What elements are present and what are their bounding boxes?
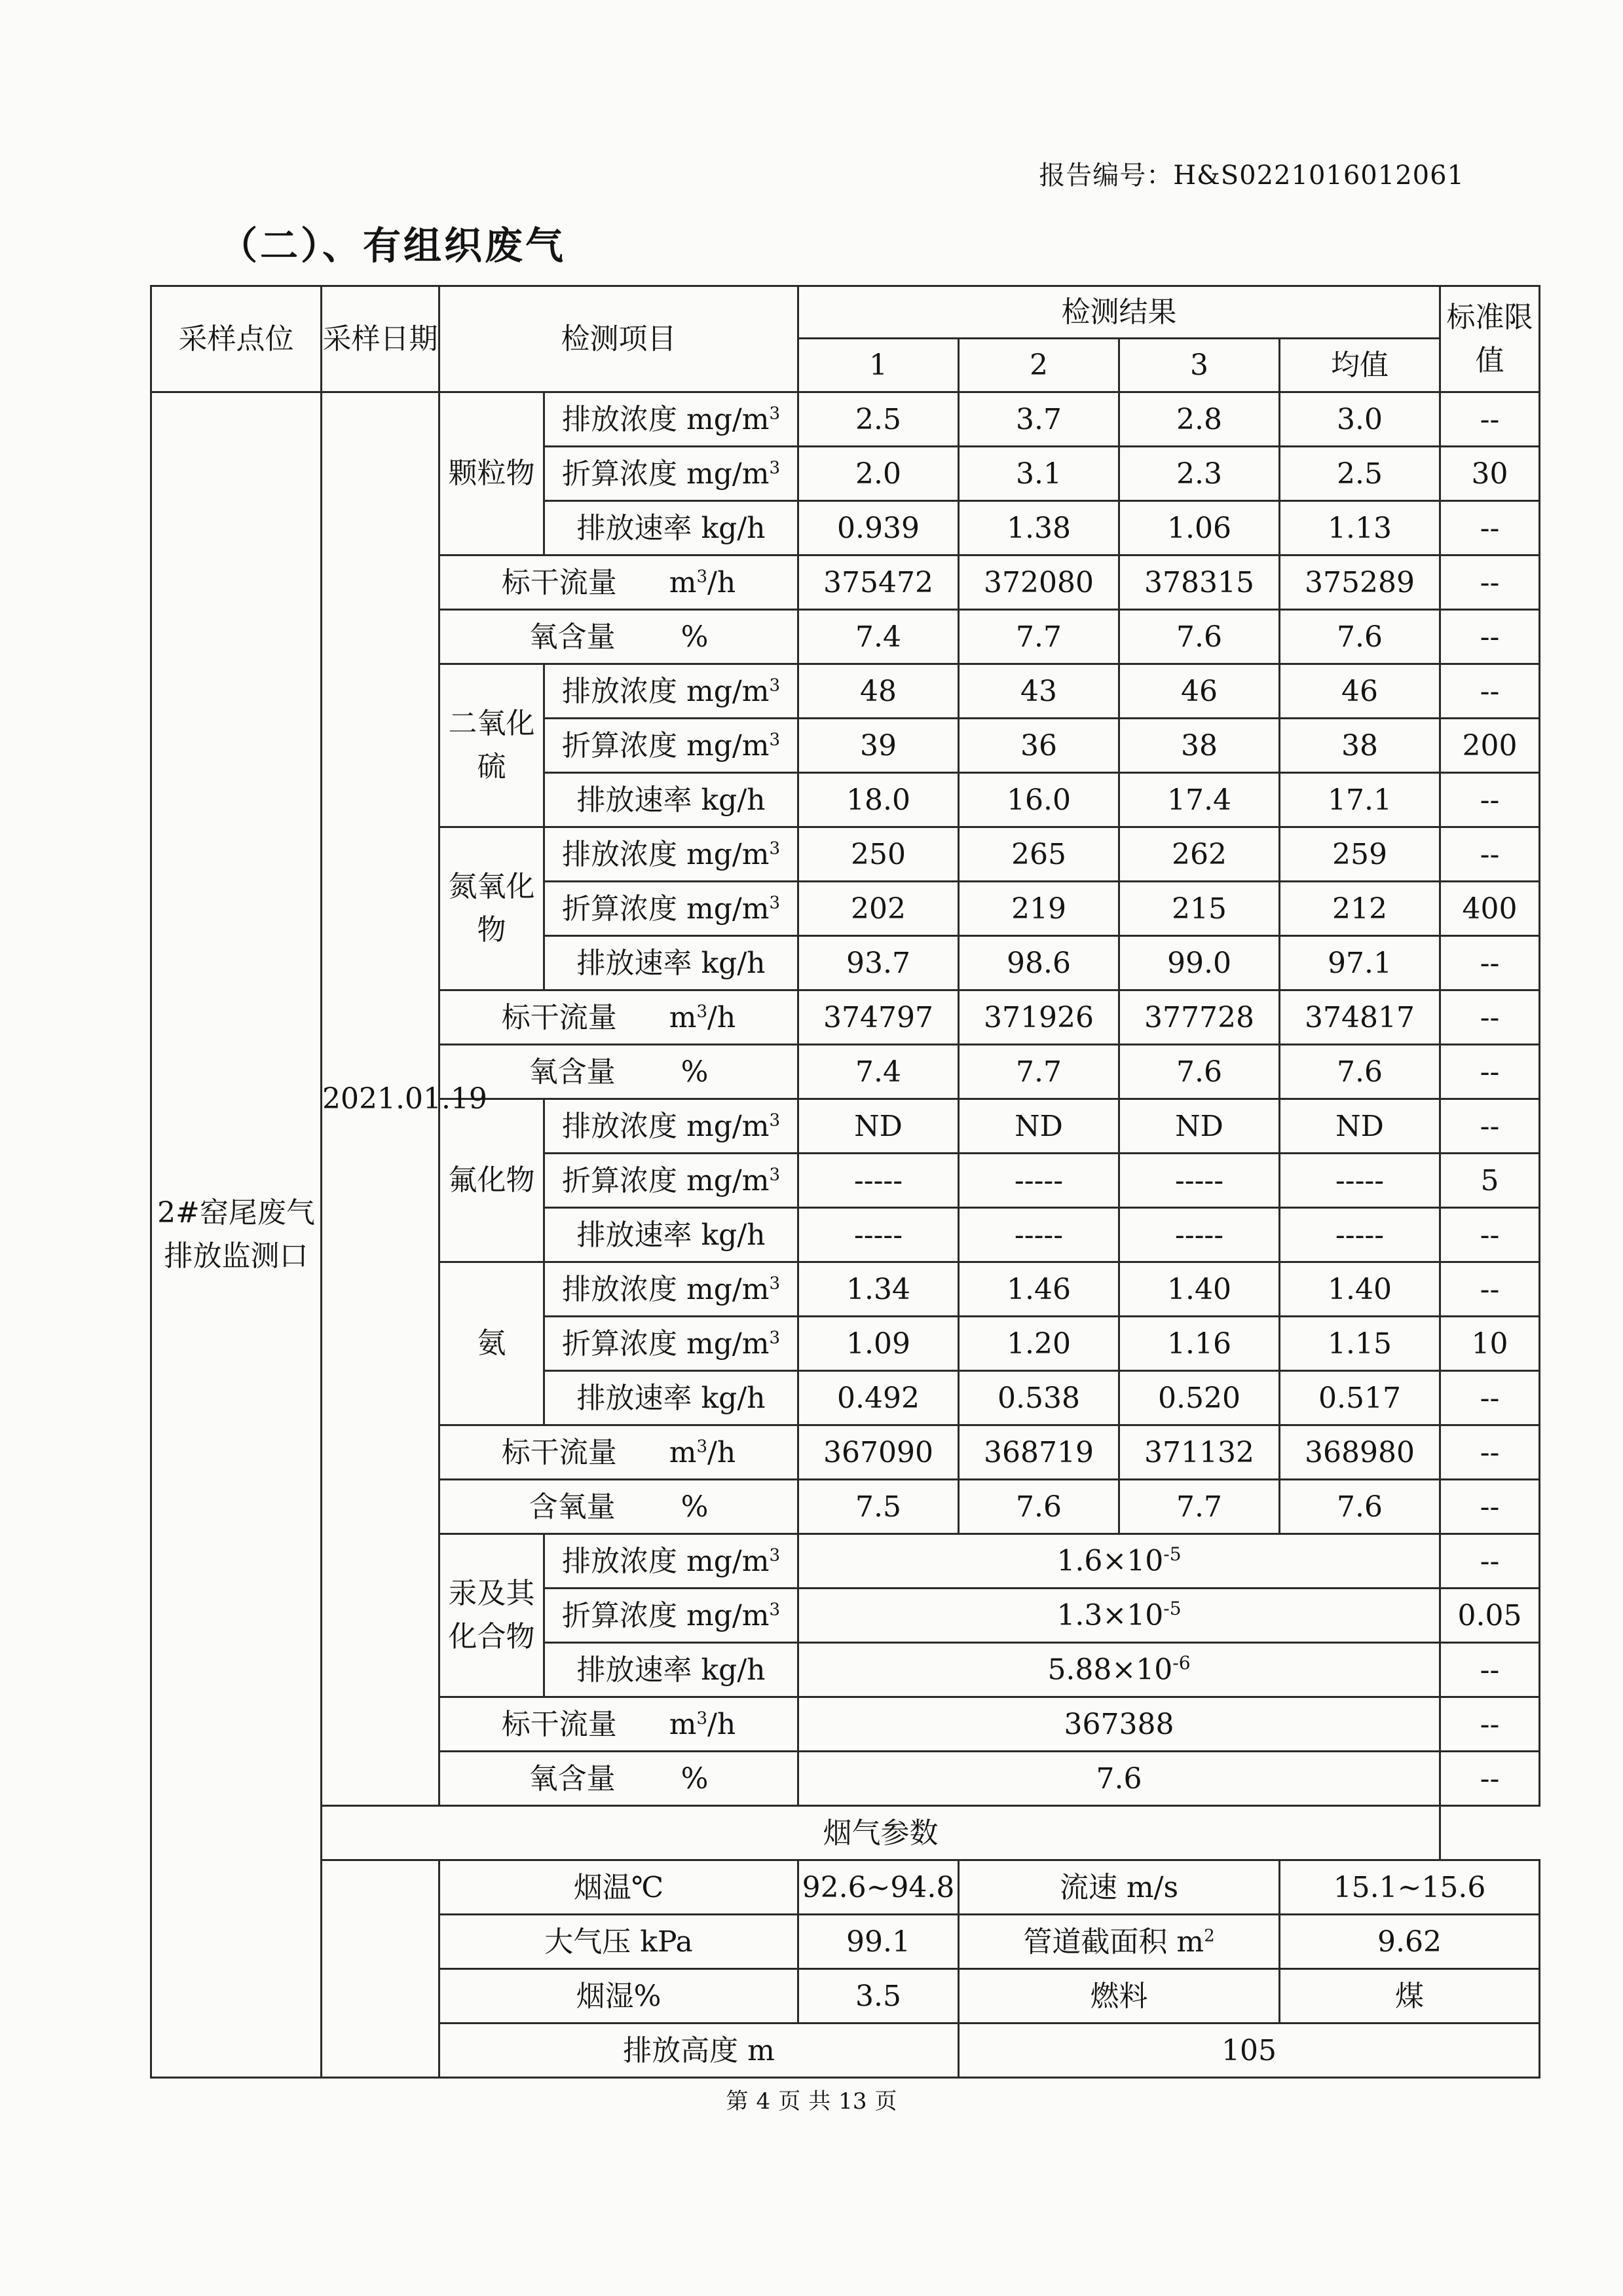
flow-label: 标干流量 xyxy=(501,565,617,599)
unit-label: kg/h xyxy=(701,1381,766,1415)
oxygen-label-cell xyxy=(439,1045,798,1099)
value-cell: 202 xyxy=(798,882,959,936)
value-cell: 99.0 xyxy=(1119,936,1280,990)
flue-param-label: 大气压 kPa xyxy=(439,1915,798,1969)
value-cell: 7.4 xyxy=(798,610,959,664)
flue-gas-title: 烟气参数 xyxy=(322,1806,1440,1860)
flow-label-cell xyxy=(439,1697,798,1752)
limit-cell: -- xyxy=(1440,501,1540,555)
limit-cell: -- xyxy=(1440,555,1540,610)
pollutant-name: 氟化物 xyxy=(439,1099,544,1262)
parameter-label: 排放速率 xyxy=(576,1653,692,1687)
value-cell: 97.1 xyxy=(1280,936,1440,990)
flow-label-cell xyxy=(439,1425,798,1480)
value-cell: 38 xyxy=(1119,719,1280,773)
header-limit: 标准限值 xyxy=(1440,286,1540,392)
value-cell: 7.7 xyxy=(959,610,1119,664)
value-cell: 18.0 xyxy=(798,773,959,827)
value-cell: 1.38 xyxy=(959,501,1119,555)
stack-height-label: 排放高度 m xyxy=(439,2023,959,2078)
parameter-cell xyxy=(544,664,798,719)
unit-label: $m^3/h$ xyxy=(669,565,736,599)
parameter-label: 排放速率 xyxy=(576,511,692,545)
limit-cell: -- xyxy=(1440,1643,1540,1697)
report-number: 报告编号：H&S0221016012061 xyxy=(1039,160,1464,191)
parameter-label: 排放浓度 xyxy=(562,1109,677,1143)
parameter-label: 排放速率 xyxy=(576,1381,692,1415)
value-cell: 375289 xyxy=(1280,555,1440,610)
value-cell: 48 xyxy=(798,664,959,719)
parameter-label: 折算浓度 xyxy=(562,457,677,491)
value-cell: 0.520 xyxy=(1119,1371,1280,1425)
parameter-label: 折算浓度 xyxy=(562,1163,677,1197)
value-cell: 3.0 xyxy=(1280,392,1440,447)
value-cell: ----- xyxy=(1119,1154,1280,1208)
pollutant-name: 氨 xyxy=(439,1262,544,1425)
page-number: 4 xyxy=(756,2088,771,2115)
value-cell: ND xyxy=(798,1099,959,1154)
flue-param-label: 管道截面积 $m^2$ xyxy=(959,1915,1280,1969)
value-cell: 1.40 xyxy=(1119,1262,1280,1317)
value-cell: 43 xyxy=(959,664,1119,719)
value-cell: 2.5 xyxy=(798,392,959,447)
footer-text: 第 xyxy=(726,2088,749,2115)
parameter-label: 排放速率 xyxy=(576,783,692,817)
parameter-cell xyxy=(544,882,798,936)
value-cell: ----- xyxy=(1280,1154,1440,1208)
parameter-cell xyxy=(544,1534,798,1589)
value-cell: 7.6 xyxy=(1280,1045,1440,1099)
value-cell: 7.6 xyxy=(1280,610,1440,664)
header-avg: 均值 xyxy=(1280,339,1440,392)
flow-label: 标干流量 xyxy=(501,1435,617,1469)
parameter-label: 排放浓度 xyxy=(562,402,677,436)
oxygen-label: 含氧量 xyxy=(529,1490,616,1524)
limit-cell: -- xyxy=(1440,664,1540,719)
value-cell: 7.4 xyxy=(798,1045,959,1099)
parameter-label: 排放浓度 xyxy=(562,1544,677,1578)
flue-param-label: 流速 m/s xyxy=(959,1860,1280,1915)
oxygen-label-cell xyxy=(439,1480,798,1534)
value-cell: 1.34 xyxy=(798,1262,959,1317)
stack-height-value: 105 xyxy=(959,2023,1540,2078)
value-cell: 39 xyxy=(798,719,959,773)
value-cell: 7.6 xyxy=(959,1480,1119,1534)
header-site: 采样点位 xyxy=(151,286,322,392)
unit-label: kg/h xyxy=(701,946,766,980)
parameter-label: 排放速率 xyxy=(576,946,692,980)
limit-cell: -- xyxy=(1440,990,1540,1045)
unit-label: $mg/m^3$ xyxy=(686,457,780,491)
value-cell: 7.6 xyxy=(1119,1045,1280,1099)
merged-value: $1.3\times 10^{-5}$ xyxy=(798,1589,1440,1643)
unit-label: $mg/m^3$ xyxy=(686,1598,780,1632)
value-cell: ND xyxy=(1280,1099,1440,1154)
value-cell: 17.1 xyxy=(1280,773,1440,827)
header-run3: 3 xyxy=(1119,339,1280,392)
value-cell: 7.7 xyxy=(959,1045,1119,1099)
limit-cell: 5 xyxy=(1440,1154,1540,1208)
value-cell: 3.7 xyxy=(959,392,1119,447)
flue-date-placeholder xyxy=(322,1860,439,2078)
parameter-label: 排放浓度 xyxy=(562,837,677,871)
value-cell: 377728 xyxy=(1119,990,1280,1045)
emission-table xyxy=(150,285,1540,2079)
limit-cell: -- xyxy=(1440,1752,1540,1806)
sampling-site: 2#窑尾废气排放监测口 xyxy=(151,392,322,2078)
parameter-cell xyxy=(544,1643,798,1697)
oxygen-label: 氧含量 xyxy=(529,620,616,654)
value-cell: 16.0 xyxy=(959,773,1119,827)
unit-label: $mg/m^3$ xyxy=(686,674,780,708)
parameter-cell xyxy=(544,1099,798,1154)
value-cell: 374817 xyxy=(1280,990,1440,1045)
limit-cell: -- xyxy=(1440,610,1540,664)
limit-cell: -- xyxy=(1440,392,1540,447)
value-cell: 1.16 xyxy=(1119,1317,1280,1371)
limit-cell: -- xyxy=(1440,1208,1540,1262)
unit-label: % xyxy=(681,1761,709,1796)
unit-label: % xyxy=(681,620,709,654)
oxygen-label-cell xyxy=(439,1752,798,1806)
value-cell: 259 xyxy=(1280,827,1440,882)
unit-label: $mg/m^3$ xyxy=(686,1163,780,1197)
parameter-label: 折算浓度 xyxy=(562,1327,677,1361)
parameter-label: 折算浓度 xyxy=(562,892,677,926)
header-run2: 2 xyxy=(959,339,1119,392)
unit-label: $mg/m^3$ xyxy=(686,892,780,926)
flow-label-cell xyxy=(439,555,798,610)
value-cell: 1.20 xyxy=(959,1317,1119,1371)
merged-value: $1.6\times 10^{-5}$ xyxy=(798,1534,1440,1589)
limit-cell: -- xyxy=(1440,1534,1540,1589)
flue-param-label: 燃料 xyxy=(959,1969,1280,2023)
value-cell: 219 xyxy=(959,882,1119,936)
pollutant-name: 氮氧化物 xyxy=(439,827,544,990)
value-cell: 46 xyxy=(1119,664,1280,719)
value-cell: ----- xyxy=(798,1208,959,1262)
flue-param-value: 92.6~94.8 xyxy=(798,1860,959,1915)
value-cell: 93.7 xyxy=(798,936,959,990)
parameter-cell xyxy=(544,447,798,501)
value-cell: 7.6 xyxy=(1119,610,1280,664)
limit-cell: -- xyxy=(1440,1425,1540,1480)
flue-param-value: 15.1~15.6 xyxy=(1280,1860,1540,1915)
value-cell: 1.40 xyxy=(1280,1262,1440,1317)
unit-label: $mg/m^3$ xyxy=(686,728,780,762)
flue-param-value: 9.62 xyxy=(1280,1915,1540,1969)
value-cell: 371132 xyxy=(1119,1425,1280,1480)
value-cell: 1.06 xyxy=(1119,501,1280,555)
value-cell: 36 xyxy=(959,719,1119,773)
value-cell: 372080 xyxy=(959,555,1119,610)
parameter-cell xyxy=(544,1154,798,1208)
value-cell: 0.939 xyxy=(798,501,959,555)
parameter-cell xyxy=(544,1589,798,1643)
value-cell: 374797 xyxy=(798,990,959,1045)
parameter-cell xyxy=(544,1208,798,1262)
value-cell: 371926 xyxy=(959,990,1119,1045)
value-cell: 368719 xyxy=(959,1425,1119,1480)
parameter-cell xyxy=(544,936,798,990)
value-cell: 0.492 xyxy=(798,1371,959,1425)
unit-label: $mg/m^3$ xyxy=(686,1544,780,1578)
pollutant-name: 颗粒物 xyxy=(439,392,544,555)
parameter-cell xyxy=(544,1262,798,1317)
limit-cell: 10 xyxy=(1440,1317,1540,1371)
unit-label: $m^3/h$ xyxy=(669,1000,736,1034)
pollutant-name: 二氧化硫 xyxy=(439,664,544,827)
page-footer xyxy=(0,2083,1623,2115)
value-cell: 368980 xyxy=(1280,1425,1440,1480)
value-cell: 212 xyxy=(1280,882,1440,936)
value-cell: 215 xyxy=(1119,882,1280,936)
unit-label: $m^3/h$ xyxy=(669,1707,736,1741)
unit-label: kg/h xyxy=(701,511,766,545)
value-cell: 2.8 xyxy=(1119,392,1280,447)
value-cell: 265 xyxy=(959,827,1119,882)
merged-value: 7.6 xyxy=(798,1752,1440,1806)
merged-value: $5.88\times 10^{-6}$ xyxy=(798,1643,1440,1697)
limit-cell: -- xyxy=(1440,1697,1540,1752)
value-cell: 38 xyxy=(1280,719,1440,773)
value-cell: 2.5 xyxy=(1280,447,1440,501)
limit-cell: -- xyxy=(1440,1262,1540,1317)
value-cell: ----- xyxy=(959,1154,1119,1208)
value-cell: 1.09 xyxy=(798,1317,959,1371)
limit-cell: -- xyxy=(1440,936,1540,990)
parameter-cell xyxy=(544,392,798,447)
value-cell: 0.517 xyxy=(1280,1371,1440,1425)
value-cell: 17.4 xyxy=(1119,773,1280,827)
limit-cell: 400 xyxy=(1440,882,1540,936)
parameter-cell xyxy=(544,1371,798,1425)
header-date: 采样日期 xyxy=(322,286,439,392)
value-cell: 98.6 xyxy=(959,936,1119,990)
footer-text: 共 xyxy=(808,2088,831,2115)
flue-param-label: 烟温℃ xyxy=(439,1860,798,1915)
limit-cell: -- xyxy=(1440,1371,1540,1425)
value-cell: 0.538 xyxy=(959,1371,1119,1425)
parameter-cell xyxy=(544,773,798,827)
oxygen-label: 氧含量 xyxy=(529,1761,616,1796)
flue-param-value: 3.5 xyxy=(798,1969,959,2023)
header-item: 检测项目 xyxy=(439,286,798,392)
unit-label: kg/h xyxy=(701,1218,766,1252)
flow-label-cell xyxy=(439,990,798,1045)
unit-label: $mg/m^3$ xyxy=(686,837,780,871)
limit-cell: 200 xyxy=(1440,719,1540,773)
limit-cell: 0.05 xyxy=(1440,1589,1540,1643)
value-cell: 2.0 xyxy=(798,447,959,501)
flow-label: 标干流量 xyxy=(501,1707,617,1741)
parameter-cell xyxy=(544,827,798,882)
value-cell: 7.5 xyxy=(798,1480,959,1534)
parameter-cell xyxy=(544,1317,798,1371)
unit-label: % xyxy=(681,1490,709,1524)
limit-cell: -- xyxy=(1440,827,1540,882)
unit-label: kg/h xyxy=(701,1653,766,1687)
flue-param-label: 烟湿% xyxy=(439,1969,798,2023)
value-cell: 7.7 xyxy=(1119,1480,1280,1534)
limit-cell: -- xyxy=(1440,1099,1540,1154)
oxygen-label-cell xyxy=(439,610,798,664)
unit-label: $mg/m^3$ xyxy=(686,1109,780,1143)
pollutant-name: 汞及其化合物 xyxy=(439,1534,544,1697)
limit-cell: -- xyxy=(1440,773,1540,827)
flue-param-value: 煤 xyxy=(1280,1969,1540,2023)
limit-cell: -- xyxy=(1440,1045,1540,1099)
value-cell: 250 xyxy=(798,827,959,882)
footer-text: 页 xyxy=(874,2088,897,2115)
section-title: （二）、有组织废气 xyxy=(219,223,567,268)
flue-param-value: 99.1 xyxy=(798,1915,959,1969)
unit-label: $mg/m^3$ xyxy=(686,402,780,436)
parameter-label: 排放速率 xyxy=(576,1218,692,1252)
value-cell: 3.1 xyxy=(959,447,1119,501)
value-cell: ----- xyxy=(959,1208,1119,1262)
limit-cell: -- xyxy=(1440,1480,1540,1534)
value-cell: ----- xyxy=(1119,1208,1280,1262)
value-cell: 378315 xyxy=(1119,555,1280,610)
header-run1: 1 xyxy=(798,339,959,392)
value-cell: 1.46 xyxy=(959,1262,1119,1317)
total-pages: 13 xyxy=(838,2088,867,2115)
unit-label: $m^3/h$ xyxy=(669,1435,736,1469)
unit-label: % xyxy=(681,1055,709,1089)
footer-text: 页 xyxy=(778,2088,801,2115)
flow-label: 标干流量 xyxy=(501,1000,617,1034)
header-result: 检测结果 xyxy=(798,286,1440,339)
sampling-date: 2021.01.19 xyxy=(322,392,439,1806)
value-cell: ----- xyxy=(798,1154,959,1208)
limit-cell: 30 xyxy=(1440,447,1540,501)
oxygen-label: 氧含量 xyxy=(529,1055,616,1089)
parameter-label: 折算浓度 xyxy=(562,1598,677,1632)
value-cell: 375472 xyxy=(798,555,959,610)
merged-value: 367388 xyxy=(798,1697,1440,1752)
value-cell: 367090 xyxy=(798,1425,959,1480)
value-cell: ND xyxy=(1119,1099,1280,1154)
parameter-label: 排放浓度 xyxy=(562,674,677,708)
value-cell: ----- xyxy=(1280,1208,1440,1262)
value-cell: 2.3 xyxy=(1119,447,1280,501)
value-cell: ND xyxy=(959,1099,1119,1154)
parameter-label: 排放浓度 xyxy=(562,1272,677,1306)
unit-label: $mg/m^3$ xyxy=(686,1327,780,1361)
value-cell: 7.6 xyxy=(1280,1480,1440,1534)
unit-label: kg/h xyxy=(701,783,766,817)
parameter-cell xyxy=(544,719,798,773)
parameter-label: 折算浓度 xyxy=(562,728,677,762)
value-cell: 1.13 xyxy=(1280,501,1440,555)
value-cell: 262 xyxy=(1119,827,1280,882)
value-cell: 46 xyxy=(1280,664,1440,719)
parameter-cell xyxy=(544,501,798,555)
value-cell: 1.15 xyxy=(1280,1317,1440,1371)
unit-label: $mg/m^3$ xyxy=(686,1272,780,1306)
